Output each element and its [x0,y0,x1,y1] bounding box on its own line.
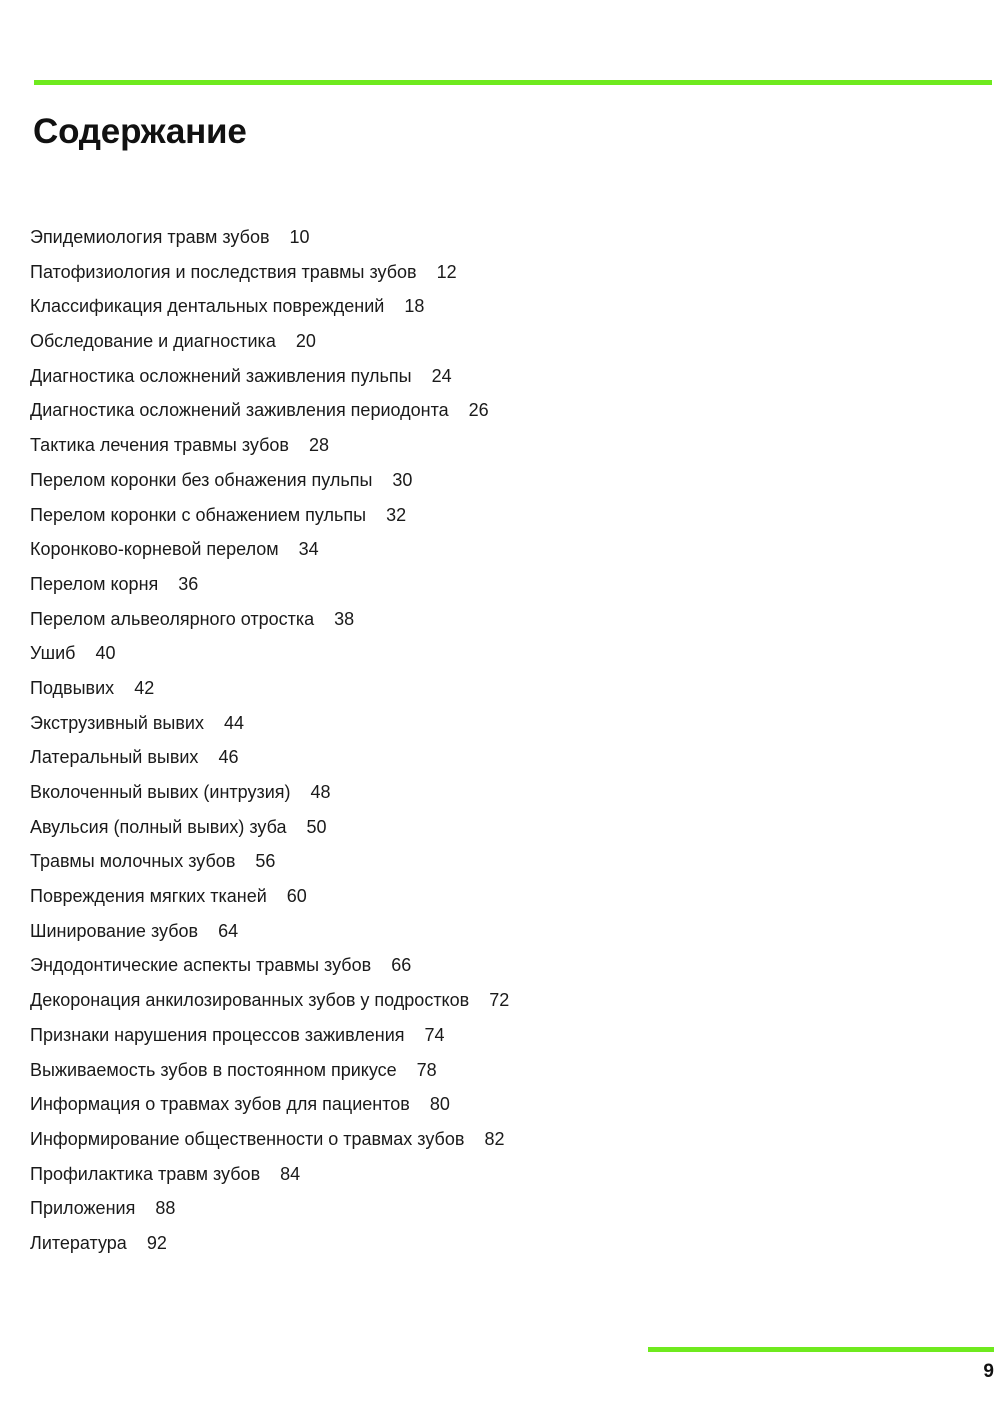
toc-entry-title: Латеральный вывих [30,747,199,768]
toc-entry-page: 56 [255,851,276,872]
toc-entry-page: 66 [391,955,412,976]
toc-entry-title: Диагностика осложнений заживления периодонта [30,400,449,421]
toc-entry-title: Травмы молочных зубов [30,851,236,872]
toc-entry-title: Декоронация анкилозированных зубов у подростков [30,990,470,1011]
page-number: 9 [983,1361,994,1382]
toc-entry-title: Подвывих [30,677,115,698]
toc-entry-page: 12 [436,261,457,282]
toc-entry-page: 74 [424,1024,445,1045]
toc-entry-page: 28 [308,435,330,456]
toc-entry-page: 82 [484,1128,505,1149]
toc-entry-page: 38 [334,608,355,629]
toc-entry-title: Информация о травмах зубов для пациентов [30,1094,410,1115]
toc-entry-title: Выживаемость зубов в постоянном прикусе [30,1059,397,1080]
toc-entry[interactable] [30,1122,509,1157]
toc-entry-page: 42 [134,677,155,698]
toc-entry[interactable] [30,1157,509,1192]
toc-entry[interactable] [30,1018,509,1053]
toc-entry-page: 40 [95,643,116,664]
table-of-contents [30,220,509,1261]
toc-entry[interactable] [30,740,509,775]
toc-entry[interactable] [30,498,509,533]
toc-entry[interactable] [30,324,509,359]
toc-entry-page: 32 [386,504,407,525]
toc-entry-page: 10 [289,227,310,247]
toc-entry[interactable] [30,359,509,394]
toc-entry-title: Перелом корня [30,573,159,594]
toc-entry-title: Авульсия (полный вывих) зуба [30,816,287,837]
toc-entry[interactable] [30,1087,509,1122]
toc-entry-title: Повреждения мягких тканей [30,886,267,907]
toc-entry[interactable] [30,1226,509,1261]
toc-entry-page: 34 [298,539,319,560]
toc-entry-page: 30 [392,469,413,490]
toc-entry-page: 64 [218,920,239,941]
toc-entry[interactable] [30,914,509,949]
toc-entry-title: Приложения [30,1198,136,1219]
toc-entry[interactable] [30,289,509,324]
toc-entry-title: Информирование общественности о травмах зубов [30,1128,465,1149]
toc-entry-title: Ушиб [30,643,76,664]
toc-entry-title: Эндодонтические аспекты травмы зубов [30,955,372,976]
toc-entry-page: 46 [218,747,239,768]
toc-entry[interactable] [30,532,509,567]
toc-entry-page: 26 [468,400,489,421]
toc-entry-title: Перелом коронки с обнажением пульпы [30,504,367,525]
toc-entry[interactable] [30,220,509,255]
toc-entry-page: 18 [404,296,425,317]
toc-entry[interactable] [30,636,509,671]
toc-entry-title: Перелом альвеолярного отростка [30,608,315,629]
toc-entry-title: Коронково-корневой перелом [30,539,279,560]
toc-entry-title: Эпидемиология травм зубов [30,227,270,247]
toc-entry[interactable] [30,775,509,810]
toc-entry[interactable] [30,844,509,879]
toc-entry[interactable] [30,393,509,428]
toc-entry-title: Профилактика травм зубов [30,1163,261,1184]
toc-entry[interactable] [30,983,509,1018]
toc-entry-page: 78 [416,1059,437,1080]
toc-entry-title: Патофизиология и последствия травмы зубов [30,261,417,282]
toc-entry-page: 80 [429,1094,450,1115]
toc-entry[interactable] [30,463,509,498]
toc-entry[interactable] [30,948,509,983]
toc-entry-page: 48 [310,782,331,802]
toc-entry-title: Перелом коронки без обнажения пульпы [30,469,373,490]
toc-entry[interactable] [30,671,509,706]
page-title: Содержание [33,112,247,151]
toc-entry-page: 88 [155,1198,176,1219]
toc-entry-page: 84 [280,1163,301,1184]
toc-entry[interactable] [30,567,509,602]
toc-entry-title: Экструзивный вывих [30,712,204,733]
toc-entry-page: 24 [431,365,452,386]
toc-entry-title: Классификация дентальных повреждений [30,296,385,317]
toc-entry-title: Признаки нарушения процессов заживления [30,1024,405,1045]
toc-entry-title: Шинирование зубов [30,920,199,941]
toc-entry-page: 44 [224,712,245,733]
toc-entry[interactable] [30,602,509,637]
toc-entry[interactable] [30,1053,509,1088]
toc-entry[interactable] [30,706,509,741]
toc-entry-page: 92 [146,1232,167,1253]
toc-entry-title: Вколоченный вывих (интрузия) [30,782,291,802]
top-accent-rule [34,80,992,85]
toc-entry[interactable] [30,810,509,845]
bottom-accent-rule [648,1347,994,1352]
toc-entry-title: Тактика лечения травмы зубов [30,435,289,456]
toc-entry[interactable] [30,428,509,463]
toc-entry-title: Диагностика осложнений заживления пульпы [30,365,412,386]
toc-entry-page: 72 [489,990,510,1011]
toc-entry[interactable] [30,879,509,914]
toc-entry-page: 60 [286,886,307,907]
toc-entry-title: Литература [30,1232,127,1253]
toc-entry-title: Обследование и диагностика [30,331,276,352]
toc-entry-page: 20 [295,331,316,352]
toc-entry-page: 36 [178,573,199,594]
toc-entry-page: 50 [306,816,327,837]
toc-entry[interactable] [30,1191,509,1226]
toc-entry[interactable] [30,255,509,290]
